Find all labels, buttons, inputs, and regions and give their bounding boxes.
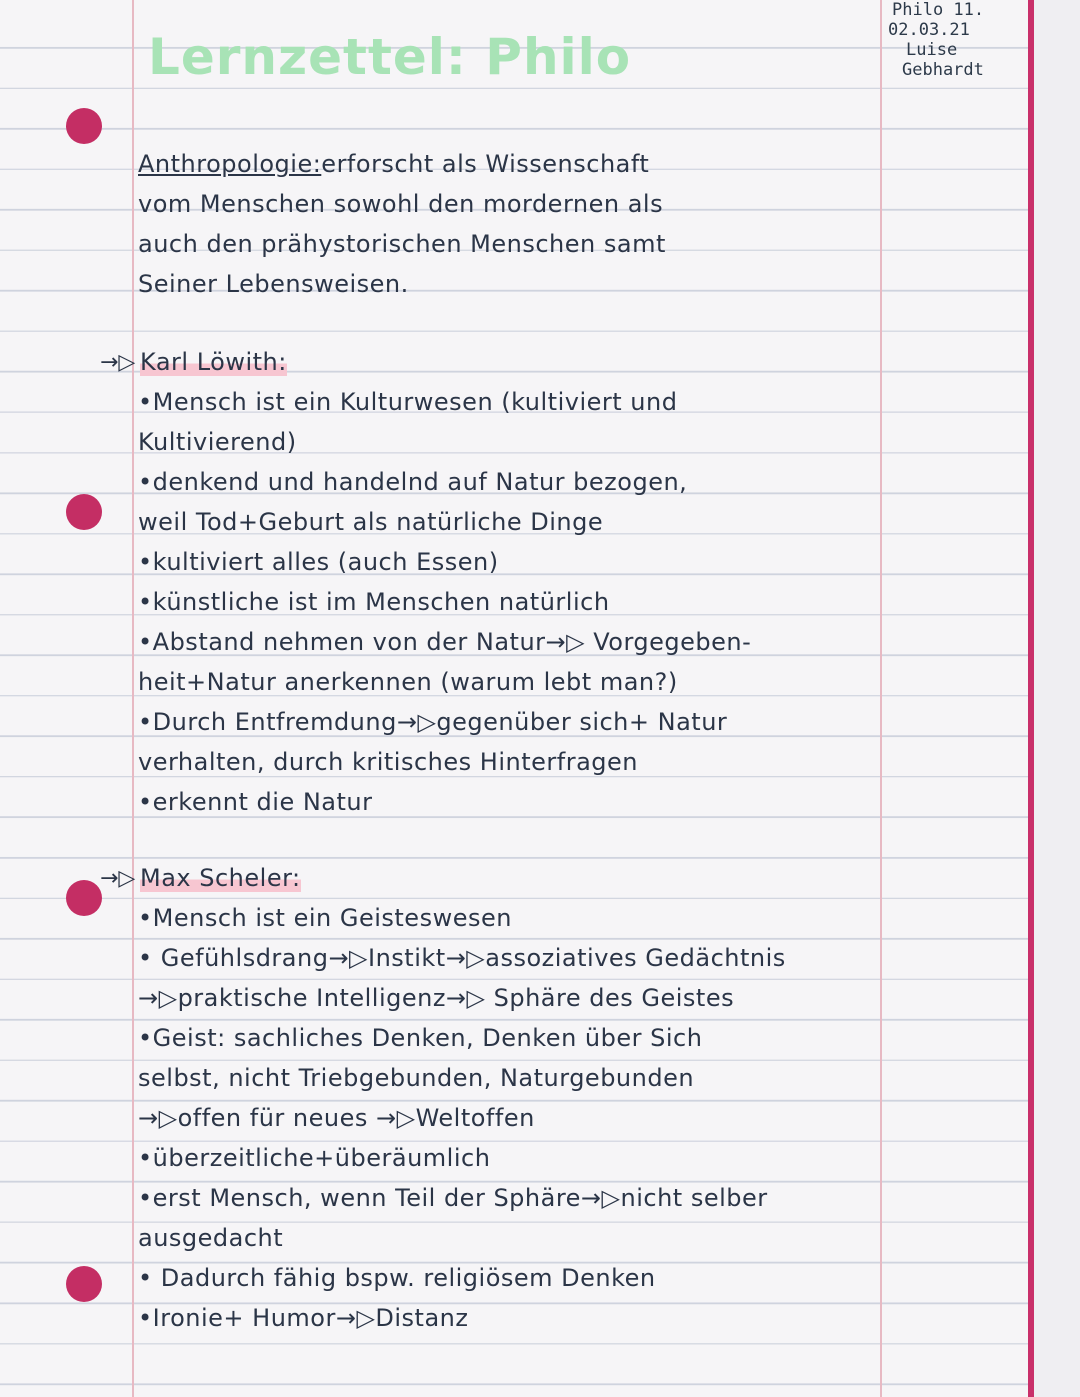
- intro-line: [138, 150, 649, 178]
- section-line: •Ironie+ Humor→▷Distanz: [138, 1304, 469, 1332]
- heading-highlight: Karl Löwith:: [140, 348, 287, 376]
- intro-line: vom Menschen sowohl den mordernen als: [138, 190, 664, 218]
- section-line: →▷offen für neues →▷Weltoffen: [138, 1104, 535, 1132]
- intro-term: Anthropologie:: [138, 150, 322, 178]
- heading-highlight: Max Scheler:: [140, 864, 301, 892]
- intro-text: erforscht als Wissenschaft: [321, 150, 650, 178]
- section-line: •erkennt die Natur: [138, 788, 373, 816]
- intro-line: auch den prähystorischen Menschen samt: [138, 230, 666, 258]
- section-line: •Mensch ist ein Kulturwesen (kultiviert und: [138, 388, 678, 416]
- punch-hole: [66, 108, 102, 144]
- section-line: weil Tod+Geburt als natürliche Dinge: [138, 508, 604, 536]
- section-line: •Geist: sachliches Denken, Denken über Sich: [138, 1024, 703, 1052]
- section-heading-loewith: [140, 348, 287, 376]
- meta-subject: Philo 11.: [892, 0, 985, 20]
- page-background: [1034, 0, 1080, 1397]
- section-line: •kultiviert alles (auch Essen): [138, 548, 499, 576]
- section-line: • Gefühlsdrang→▷Instikt→▷assoziatives Gedächtnis: [138, 944, 786, 972]
- meta-lastname: Gebhardt: [902, 60, 984, 80]
- section-line: •Mensch ist ein Geisteswesen: [138, 904, 512, 932]
- section-line: •künstliche ist im Menschen natürlich: [138, 588, 610, 616]
- right-margin-line: [880, 0, 882, 1397]
- arrow-marker: →▷: [100, 350, 136, 375]
- section-line: •erst Mensch, wenn Teil der Sphäre→▷nicht selber: [138, 1184, 768, 1212]
- section-line: •Durch Entfremdung→▷gegenüber sich+ Natur: [138, 708, 728, 736]
- section-line: • Dadurch fähig bspw. religiösem Denken: [138, 1264, 656, 1292]
- section-line: •Abstand nehmen von der Natur→▷ Vorgegeben-: [138, 628, 752, 656]
- section-line: •denkend und handelnd auf Natur bezogen,: [138, 468, 688, 496]
- section-heading-scheler: [140, 864, 301, 892]
- meta-date: 02.03.21: [888, 20, 970, 40]
- section-line: selbst, nicht Triebgebunden, Naturgebunden: [138, 1064, 695, 1092]
- section-line: Kultivierend): [138, 428, 297, 456]
- intro-line: Seiner Lebensweisen.: [138, 270, 409, 298]
- section-line: →▷praktische Intelligenz→▷ Sphäre des Geistes: [138, 984, 735, 1012]
- section-line: •überzeitliche+überäumlich: [138, 1144, 491, 1172]
- punch-hole: [66, 1266, 102, 1302]
- section-line: verhalten, durch kritisches Hinterfragen: [138, 748, 638, 776]
- left-margin-line: [132, 0, 134, 1397]
- section-line: heit+Natur anerkennen (warum lebt man?): [138, 668, 678, 696]
- arrow-marker: →▷: [100, 866, 136, 891]
- punch-hole: [66, 494, 102, 530]
- section-line: ausgedacht: [138, 1224, 284, 1252]
- meta-firstname: Luise: [906, 40, 958, 60]
- header-meta: [888, 0, 1028, 80]
- page-title: Lernzettel: Philo: [148, 28, 632, 86]
- punch-hole: [66, 880, 102, 916]
